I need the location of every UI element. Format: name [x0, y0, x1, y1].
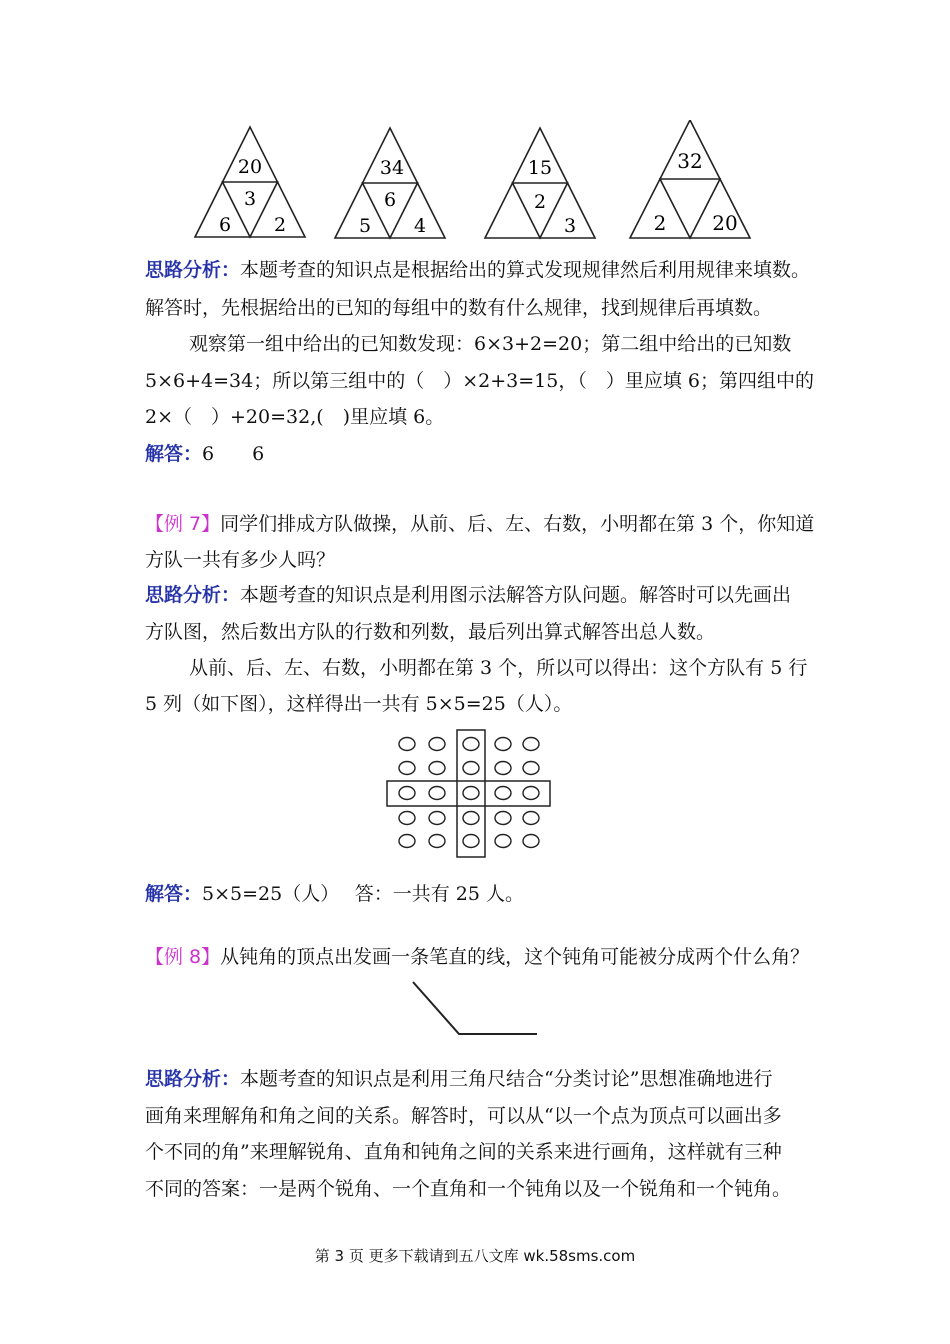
ex7-tag: 【例 7】 — [145, 513, 221, 535]
person-oval — [495, 835, 511, 848]
triangle-1-center: 3 — [243, 188, 257, 210]
ex8-tag: 【例 8】 — [145, 946, 221, 968]
ex7-analysis-line-2: 方队图，然后数出方队的行数和列数，最后列出算式解答出总人数。 — [145, 621, 716, 643]
person-oval — [495, 812, 511, 825]
person-oval — [463, 762, 479, 775]
person-oval — [399, 762, 415, 775]
triangle-2-right: 4 — [413, 215, 427, 237]
ex6-observation-line-3: 2×（ ）+20=32,( )里应填 6。 — [145, 406, 445, 428]
triangle-1-top: 20 — [237, 156, 263, 178]
ex7-observation-line-2: 5 列（如下图），这样得出一共有 5×5=25（人）。 — [145, 693, 573, 715]
ex7-question-line-1: 【例 7】同学们排成方队做操，从前、后、左、右数，小明都在第 3 个，你知道 — [145, 513, 815, 535]
person-oval — [523, 738, 539, 751]
ex7-answer: 解答：5×5=25（人） 答：一共有 25 人。 — [145, 883, 525, 905]
person-oval — [495, 738, 511, 751]
triangle-3-right: 3 — [563, 215, 577, 237]
obtuse-angle-figure — [405, 978, 545, 1040]
triangle-1-right: 2 — [273, 214, 287, 236]
triangle-3-top: 15 — [527, 157, 553, 179]
square-formation-figure — [385, 728, 555, 860]
person-oval — [429, 812, 445, 825]
triangle-puzzles-figure — [190, 120, 770, 245]
page-footer: 第 3 页 更多下载请到五八文库 wk.58sms.com — [314, 1247, 636, 1265]
triangle-2-top: 34 — [379, 157, 405, 179]
ex8-analysis-line-1: 思路分析：本题考查的知识点是利用三角尺结合“分类讨论”思想准确地进行 — [145, 1068, 773, 1090]
triangle-2-center: 6 — [383, 189, 397, 211]
person-oval — [523, 762, 539, 775]
person-oval — [523, 835, 539, 848]
triangle-puzzle-3 — [485, 128, 595, 238]
person-oval — [463, 812, 479, 825]
person-oval — [429, 787, 445, 800]
triangle-2-left: 5 — [358, 215, 372, 237]
person-oval — [399, 835, 415, 848]
ex6-observation-line-1: 观察第一组中给出的已知数发现：6×3+2=20；第二组中给出的已知数 — [189, 333, 792, 355]
person-oval — [495, 762, 511, 775]
ex6-observation-line-2: 5×6+4=34；所以第三组中的（ ）×2+3=15，（ ）里应填 6；第四组中的 — [145, 370, 814, 392]
person-oval — [523, 812, 539, 825]
ex7-question-line-2: 方队一共有多少人吗？ — [145, 549, 336, 571]
person-oval — [495, 787, 511, 800]
ex8-question: 【例 8】从钝角的顶点出发画一条笔直的线，这个钝角可能被分成两个什么角？ — [145, 946, 810, 968]
triangle-puzzle-1 — [195, 127, 305, 237]
ex8-analysis-label: 思路分析： — [145, 1068, 241, 1090]
person-oval — [399, 738, 415, 751]
ex6-analysis-line-2: 解答时，先根据给出的已知的每组中的数有什么规律，找到规律后再填数。 — [145, 297, 773, 319]
person-oval — [463, 787, 479, 800]
formation-people — [399, 738, 539, 848]
ex7-answer-label: 解答： — [145, 883, 203, 905]
ex7-analysis-line-1: 思路分析：本题考查的知识点是利用图示法解答方队问题。解答时可以先画出 — [145, 584, 792, 606]
triangle-puzzle-4 — [630, 120, 750, 238]
person-oval — [399, 812, 415, 825]
ex6-analysis-line-1: 思路分析：本题考查的知识点是根据给出的算式发现规律然后利用规律来填数。 — [145, 259, 811, 281]
triangle-4-left: 2 — [653, 211, 667, 235]
column-highlight-box — [457, 730, 485, 857]
triangle-4-top: 32 — [677, 149, 703, 173]
ex6-answer-label: 解答： — [145, 443, 203, 465]
ex7-observation-line-1: 从前、后、左、右数，小明都在第 3 个，所以可以得出：这个方队有 5 行 — [189, 657, 808, 679]
ex8-analysis-line-2: 画角来理解角和角之间的关系。解答时，可以从“以一个点为顶点可以画出多 — [145, 1105, 782, 1127]
ex8-analysis-line-4: 不同的答案：一是两个锐角、一个直角和一个钝角以及一个锐角和一个钝角。 — [145, 1178, 792, 1200]
person-oval — [523, 787, 539, 800]
row-highlight-box — [387, 781, 550, 806]
person-oval — [429, 762, 445, 775]
triangle-3-center: 2 — [533, 191, 547, 213]
ex6-analysis-label: 思路分析： — [145, 259, 241, 281]
triangle-4-right: 20 — [712, 211, 738, 235]
person-oval — [399, 787, 415, 800]
triangle-1-left: 6 — [218, 214, 232, 236]
person-oval — [463, 738, 479, 751]
triangle-puzzle-2 — [335, 128, 445, 238]
person-oval — [429, 738, 445, 751]
ex6-answer: 解答：6 6 — [145, 443, 265, 465]
ex7-analysis-label: 思路分析： — [145, 584, 241, 606]
person-oval — [429, 835, 445, 848]
ex8-analysis-line-3: 个不同的角”来理解锐角、直角和钝角之间的关系来进行画角，这样就有三种 — [145, 1141, 782, 1163]
person-oval — [463, 835, 479, 848]
